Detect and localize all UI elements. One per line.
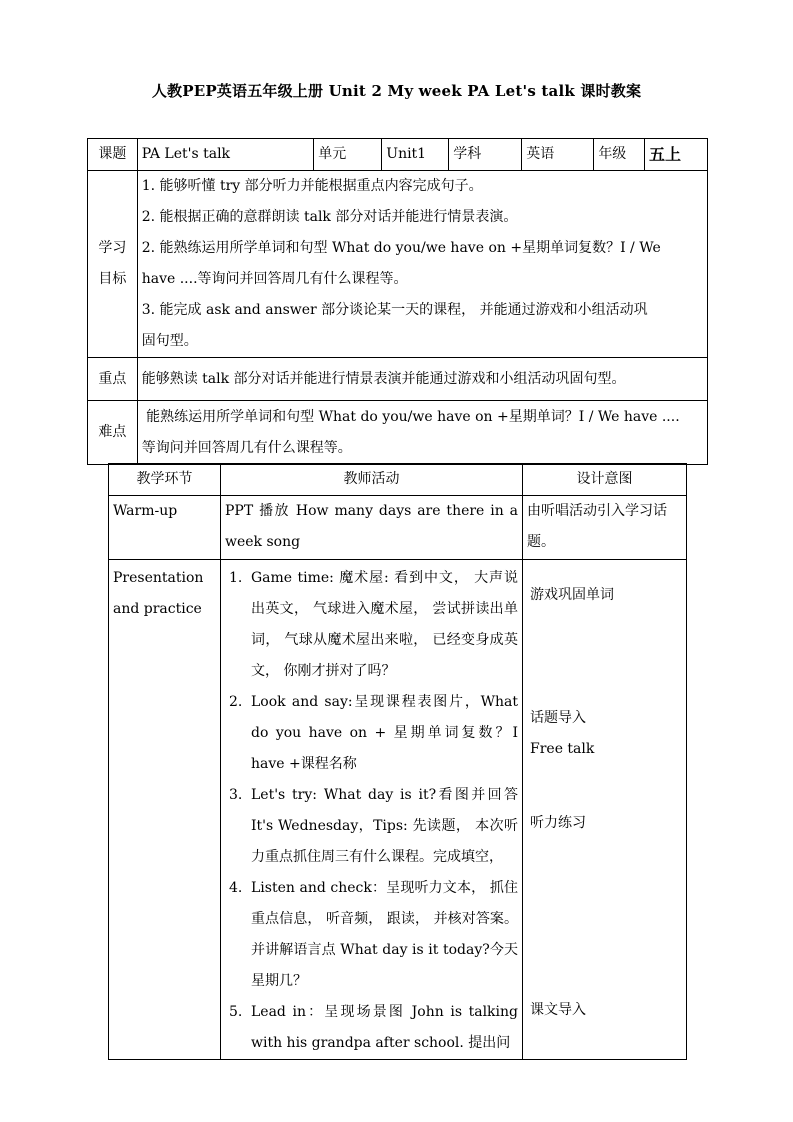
key-point-text: 能够熟读 talk 部分对话并能进行情景表演并能通过游戏和小组活动巩固句型。 bbox=[137, 358, 707, 401]
objective-line: 固句型。 bbox=[141, 333, 198, 349]
difficult-point-line: 等询问并回答周几有什么课程等。 bbox=[141, 439, 352, 456]
info-row bbox=[88, 139, 708, 171]
difficult-point-label: 难点 bbox=[88, 401, 138, 465]
intent-text: 话题导入 bbox=[530, 710, 586, 726]
activity-list bbox=[225, 563, 518, 1059]
key-point-row bbox=[88, 358, 708, 401]
header-stage: 教学环节 bbox=[109, 464, 221, 496]
objectives-row bbox=[88, 171, 708, 358]
step-text: Listen and check：呈现听力文本， 抓住重点信息， 听音频， 跟读， 并核对答案。并讲解语言点 What day is it today?今天星期几？ bbox=[251, 880, 518, 989]
subject-value: 英语 bbox=[522, 139, 594, 171]
warmup-row bbox=[109, 496, 687, 560]
plan-header-row bbox=[109, 464, 687, 496]
activity-step bbox=[225, 563, 518, 687]
topic-value: PA Let's talk bbox=[137, 139, 314, 171]
key-point-label: 重点 bbox=[88, 358, 138, 401]
difficult-point-row bbox=[88, 401, 708, 465]
difficult-point-content bbox=[137, 401, 707, 465]
activity-step bbox=[225, 687, 518, 780]
step-text: Let's try: What day is it?看图并回答 It's Wednesday，Tips: 先读题， 本次听力重点抓住周三有什么课程。完成填空， bbox=[251, 787, 518, 865]
activity-step bbox=[225, 997, 518, 1059]
intent-text: 游戏巩固单词 bbox=[530, 587, 614, 603]
step-number: 1. bbox=[229, 570, 243, 586]
presentation-intents bbox=[523, 560, 687, 1060]
page-title: 人教PEP英语五年级上册 Unit 2 My week PA Let's talk 课时教案 bbox=[151, 82, 642, 100]
objective-line: 1. 能够听懂 try 部分听力并能根据重点内容完成句子。 bbox=[141, 178, 483, 194]
intent-text: 听力练习 bbox=[530, 815, 586, 831]
objectives-label bbox=[88, 171, 138, 358]
step-text: Lead in：呈现场景图 John is talking with his grandpa after school. 提出问 bbox=[251, 1004, 518, 1051]
intent-text: Free talk bbox=[530, 741, 595, 757]
step-number: 5. bbox=[229, 1004, 243, 1020]
header-teacher-activity: 教师活动 bbox=[221, 464, 523, 496]
grade-label: 年级 bbox=[594, 139, 645, 171]
activity-step bbox=[225, 873, 518, 997]
presentation-row bbox=[109, 560, 687, 1060]
objectives-content bbox=[137, 171, 707, 358]
objective-line: have ....等询问并回答周几有什么课程等。 bbox=[141, 271, 408, 287]
lesson-info-table bbox=[87, 138, 708, 465]
warmup-activity: PPT 播放 How many days are there in a week song bbox=[221, 496, 523, 560]
presentation-activities bbox=[221, 560, 523, 1060]
objective-line: 2. 能熟练运用所学单词和句型 What do you/we have on +星期单词复数？I / We bbox=[141, 240, 661, 256]
teaching-plan-table bbox=[108, 463, 687, 1060]
activity-step bbox=[225, 780, 518, 873]
objective-line: 3. 能完成 ask and answer 部分谈论某一天的课程， 并能通过游戏和小组活动巩 bbox=[141, 302, 648, 318]
warmup-intent: 由听唱活动引入学习话题。 bbox=[523, 496, 687, 560]
step-number: 4. bbox=[229, 880, 243, 896]
step-number: 3. bbox=[229, 787, 243, 803]
unit-value: Unit1 bbox=[382, 139, 449, 171]
objectives-label-line: 目标 bbox=[98, 271, 127, 287]
grade-value: 五上 bbox=[645, 139, 708, 171]
step-text: Game time: 魔术屋: 看到中文， 大声说出英文， 气球进入魔术屋， 尝试拼读出单词， 气球从魔术屋出来啦， 已经变身成英文， 你刚才拼对了吗？ bbox=[251, 570, 518, 679]
presentation-stage bbox=[109, 560, 221, 1060]
presentation-stage-line: Presentation bbox=[113, 570, 204, 586]
step-text: Look and say:呈现课程表图片，What do you have on + 星期单词复数？I have +课程名称 bbox=[251, 694, 518, 772]
unit-label: 单元 bbox=[314, 139, 382, 171]
difficult-point-line: 能熟练运用所学单词和句型 What do you/we have on +星期单词？I / We have .... bbox=[141, 408, 680, 425]
subject-label: 学科 bbox=[449, 139, 522, 171]
objective-line: 2. 能根据正确的意群朗读 talk 部分对话并能进行情景表演。 bbox=[141, 209, 518, 225]
intent-text: 课文导入 bbox=[530, 1002, 586, 1018]
step-number: 2. bbox=[229, 694, 243, 710]
topic-label: 课题 bbox=[88, 139, 138, 171]
warmup-stage: Warm-up bbox=[109, 496, 221, 560]
presentation-stage-line: and practice bbox=[113, 601, 202, 617]
header-design-intent: 设计意图 bbox=[523, 464, 687, 496]
objectives-label-line: 学习 bbox=[98, 240, 127, 256]
